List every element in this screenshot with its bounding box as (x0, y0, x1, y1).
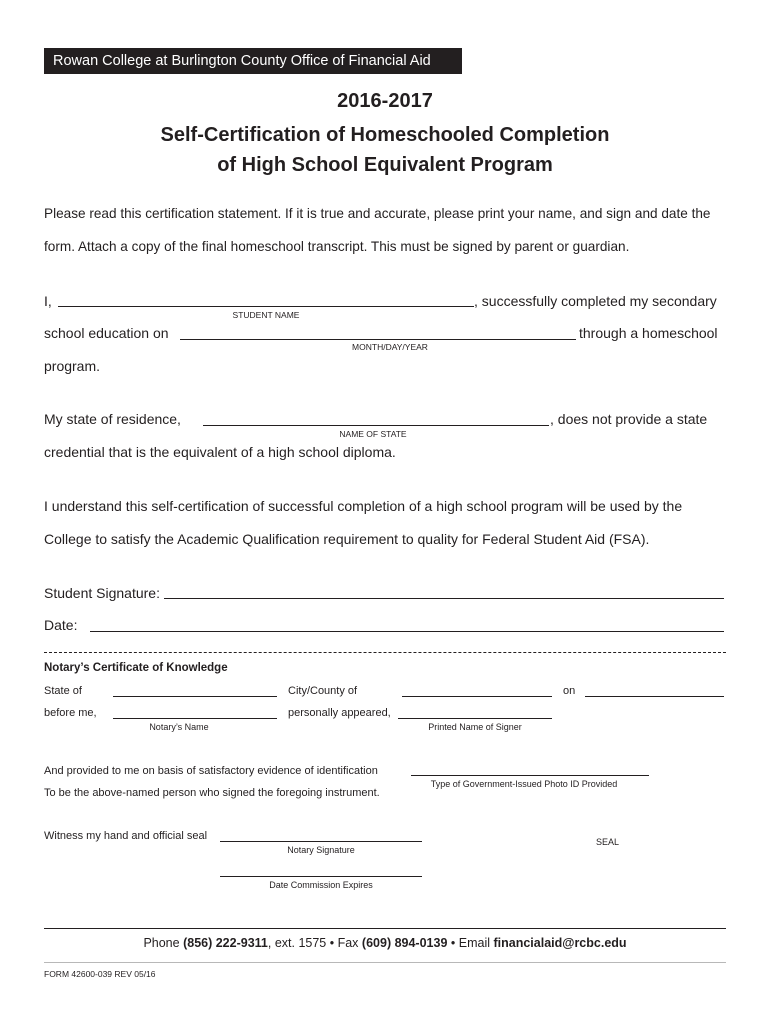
notary-name-field[interactable] (113, 718, 277, 719)
completion-date-caption: MONTH/DAY/YEAR (352, 342, 428, 352)
commission-expires-field[interactable] (220, 876, 422, 877)
student-name-caption: STUDENT NAME (232, 310, 300, 320)
footer-rule (44, 928, 726, 929)
phone-number: (856) 222-9311 (183, 936, 268, 950)
email-address[interactable]: financialaid@rcbc.edu (493, 936, 627, 950)
statement1-line2-suffix: through a homeschool (579, 325, 718, 341)
date-label: Date: (44, 617, 78, 633)
signer-name-field[interactable] (398, 718, 552, 719)
notary-separator (44, 652, 726, 653)
named-person-text: To be the above-named person who signed the foregoing instrument. (44, 787, 380, 799)
city-county-label: City/County of (288, 685, 358, 697)
phone-extension: , ext. 1575 • (267, 936, 335, 950)
form-title-line1: Self-Certification of Homeschooled Completion (160, 124, 610, 146)
footer-contact (0, 936, 770, 950)
intro-line1: Please read this certification statement. If it is true and accurate, please print your name, and sign and date the (44, 206, 711, 221)
notary-heading: Notary’s Certificate of Knowledge (44, 662, 228, 674)
student-name-field[interactable] (58, 306, 474, 307)
state-name-caption: NAME OF STATE (339, 429, 407, 439)
statement2-suffix: , does not provide a state (550, 411, 708, 427)
notary-name-caption: Notary’s Name (149, 722, 209, 732)
intro-line2: form. Attach a copy of the final homeschool transcript. This must be signed by parent or guardian. (44, 239, 630, 254)
state-of-residence-field[interactable] (203, 425, 549, 426)
statement1-line2-prefix: school education on (44, 325, 169, 341)
statement2-prefix: My state of residence, (44, 411, 181, 427)
notary-date-field[interactable] (585, 696, 724, 697)
phone-label: Phone (143, 936, 180, 950)
form-year: 2016-2017 (337, 90, 433, 112)
form-number: FORM 42600-039 REV 05/16 (44, 969, 156, 979)
before-me-label: before me, (44, 707, 97, 719)
statement1-prefix: I, (44, 293, 52, 309)
completion-date-field[interactable] (180, 339, 576, 340)
signer-name-caption: Printed Name of Signer (428, 722, 522, 732)
student-signature-label: Student Signature: (44, 585, 160, 601)
statement2-line2: credential that is the equivalent of a high school diploma. (44, 444, 396, 460)
form-title-line2: of High School Equivalent Program (217, 154, 553, 176)
statement3-line1: I understand this self-certification of successful completion of a high school program will be used by the (44, 498, 683, 514)
notary-signature-caption: Notary Signature (287, 845, 355, 855)
personally-appeared-label: personally appeared, (288, 707, 391, 719)
seal-label: SEAL (596, 837, 620, 847)
office-name: Rowan College at Burlington County Office of Financial Aid (53, 53, 431, 69)
email-label: • Email (450, 936, 490, 950)
student-signature-field[interactable] (164, 598, 724, 599)
statement1-line3: program. (44, 358, 101, 374)
statement3-line2: College to satisfy the Academic Qualification requirement to quality for Federal Student Aid (FSA). (44, 531, 650, 547)
witness-text: Witness my hand and official seal (44, 830, 208, 842)
notary-state-field[interactable] (113, 696, 277, 697)
notary-city-county-field[interactable] (402, 696, 552, 697)
signature-date-field[interactable] (90, 631, 724, 632)
fax-number: (609) 894-0139 (361, 936, 448, 950)
photo-id-type-field[interactable] (411, 775, 649, 776)
photo-id-caption: Type of Government-Issued Photo ID Provided (430, 779, 618, 789)
on-label: on (563, 685, 576, 697)
statement1-suffix: , successfully completed my secondary (474, 293, 717, 309)
fax-label: Fax (337, 936, 359, 950)
state-of-label: State of (44, 685, 82, 697)
footer-light-rule (44, 962, 726, 963)
office-header-banner (44, 48, 462, 74)
commission-expires-caption: Date Commission Expires (269, 880, 373, 890)
identification-evidence-text: And provided to me on basis of satisfactory evidence of identification (44, 765, 378, 777)
notary-signature-field[interactable] (220, 841, 422, 842)
